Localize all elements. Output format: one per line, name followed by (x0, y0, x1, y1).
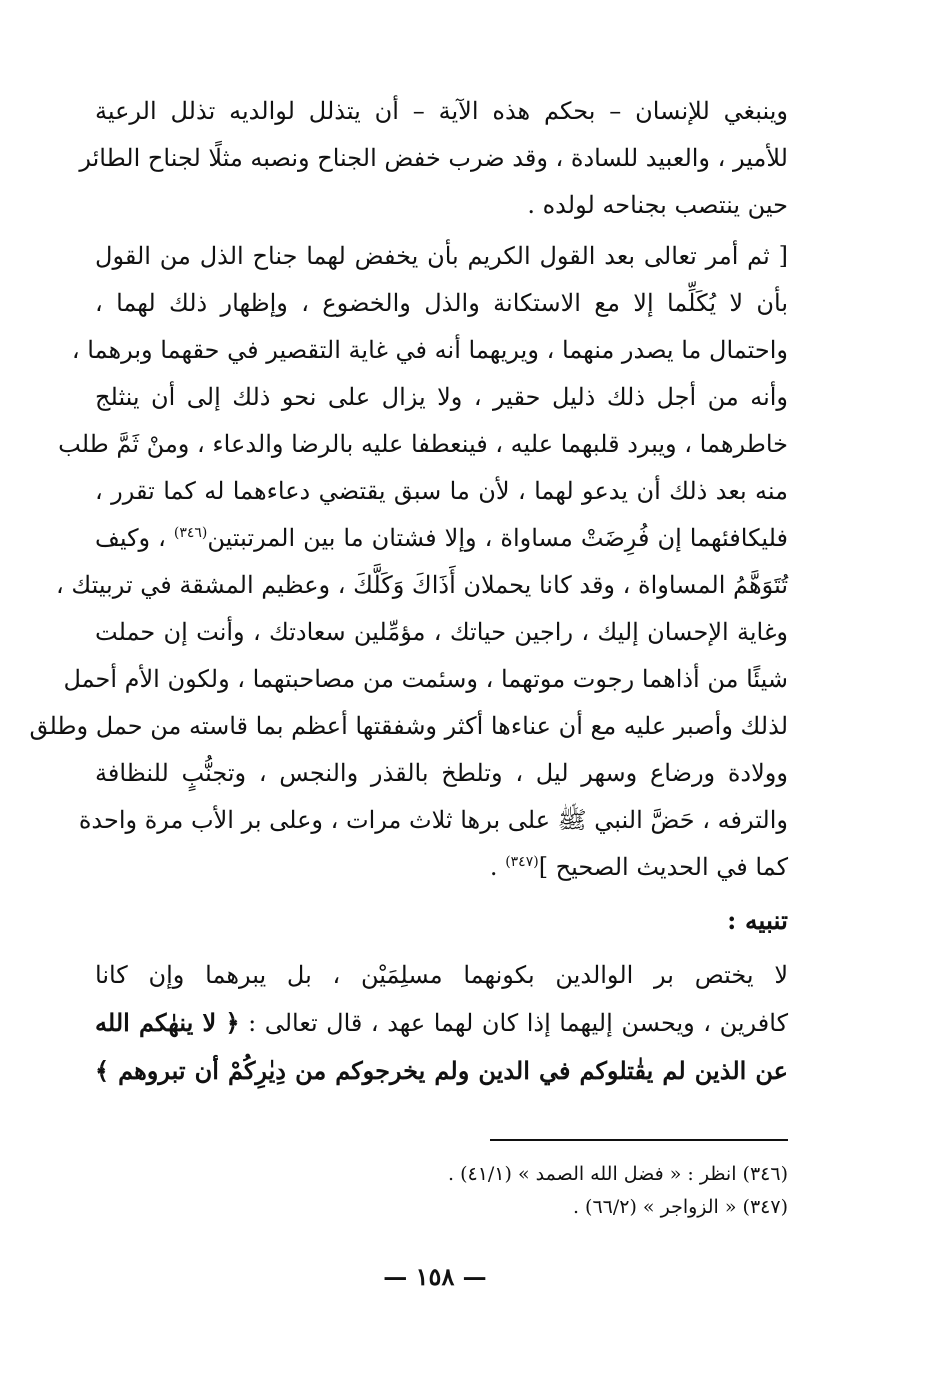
paragraph-quote (29, 233, 788, 891)
page-number: — ١٥٨ — (383, 1262, 487, 1291)
text-segment: فليكافئهما إن فُرِضَتْ مساواة ، وإلا فشتان ما بين المرتبتين (207, 524, 788, 552)
text-line (95, 999, 788, 1047)
text-line: حين ينتصب بجناحه لولده . (527, 191, 788, 219)
text-line: لا يختص بر الوالدين بكونهما مسلِمَيْن ، بل يبرهما وإن كانا (95, 961, 789, 989)
text-line: واحتمال ما يصدر منهما ، ويريهما أنه في غاية التقصير في حقهما وبرهما ، (71, 336, 788, 364)
text-line: منه بعد ذلك أن يدعو لهما ، لأن ما سبق يقتضي دعاءهما له كما تقرر ، (95, 477, 788, 505)
quran-verse: عن الذين لم يقٰتلوكم في الدين ولم يخرجوكم من دِيٰرِكُمْ أن تبروهم ﴾ (95, 1056, 788, 1085)
paragraph-intro (79, 88, 788, 229)
text-line: للأمير ، والعبيد للسادة ، وقد ضرب خفض الجناح ونصبه مثلًا لجناح الطائر (79, 144, 788, 172)
text-line: تُتَوَهَّمُ المساواة ، وقد كانا يحملان أَذَاكَ وَكَلَّكَ ، وعظيم المشقة في تربيتك ، (55, 571, 788, 599)
paragraph-note (95, 952, 788, 1094)
text-line: وأنه من أجل ذلك ذليل حقير ، ولا يزال على نحو ذلك إلى أن ينثلج (95, 383, 788, 411)
section-heading: تنبيه : (727, 906, 788, 935)
footnote-ref-346[interactable]: (٣٤٦) (173, 525, 208, 541)
quran-verse: ﴿ لا ينهٰكم الله (95, 1008, 240, 1037)
text-line: شيئًا من أذاهما رجوت موتهما ، وسئمت من مصاحبتهما ، ولكون الأم أحمل (63, 665, 788, 693)
footnote-347: (٣٤٧) « الزواجر » (٦٦/٢) . (572, 1196, 788, 1218)
footnote-divider (490, 1139, 788, 1141)
text-line: وينبغي للإنسان – بحكم هذه الآية – أن يتذلل لوالديه تذلل الرعية (95, 97, 788, 125)
footnotes (300, 1158, 788, 1224)
page-body (29, 88, 789, 1094)
text-segment: . (489, 853, 506, 881)
text-line: والترفه ، حَضَّ النبي ﷺ على برها ثلاث مرات ، وعلى بر الأب مرة واحدة (78, 806, 788, 834)
footnote-346: (٣٤٦) انظر : « فضل الله الصمد » (٤١/١) . (447, 1163, 788, 1185)
text-line (95, 844, 788, 891)
text-line (95, 515, 788, 562)
text-line: خاطرهما ، ويبرد قلبهما عليه ، فينعطفا عليه بالرضا والدعاء ، ومنْ ثَمَّ طلب (58, 430, 788, 458)
text-line: [ ثم أمر تعالى بعد القول الكريم بأن يخفض لهما جناح الذل من القول (95, 242, 788, 270)
text-segment: ، وكيف (95, 524, 174, 552)
text-line: وولادة ورضاع وسهر ليل ، وتلطخ بالقذر والنجس ، وتجنُّبٍ للنظافة (95, 759, 788, 787)
text-line: وغاية الإحسان إليك ، راجين حياتك ، مؤمِّلين سعادتك ، وأنت إن حملت (95, 618, 788, 646)
footnote-ref-347[interactable]: (٣٤٧) (505, 854, 539, 870)
text-line: لذلك وأصبر عليه مع أن عناءها أكثر وشفقتها أعظم بما قاسته من حمل وطلق (29, 712, 788, 740)
text-segment: كما في الحديث الصحيح ] (538, 853, 788, 881)
text-line: بأن لا يُكَلِّما إلا مع الاستكانة والذل والخضوع ، وإظهار ذلك لهما ، (95, 289, 788, 317)
text-segment: كافرين ، ويحسن إليهما إذا كان لهما عهد ، قال تعالى : (239, 1009, 788, 1037)
